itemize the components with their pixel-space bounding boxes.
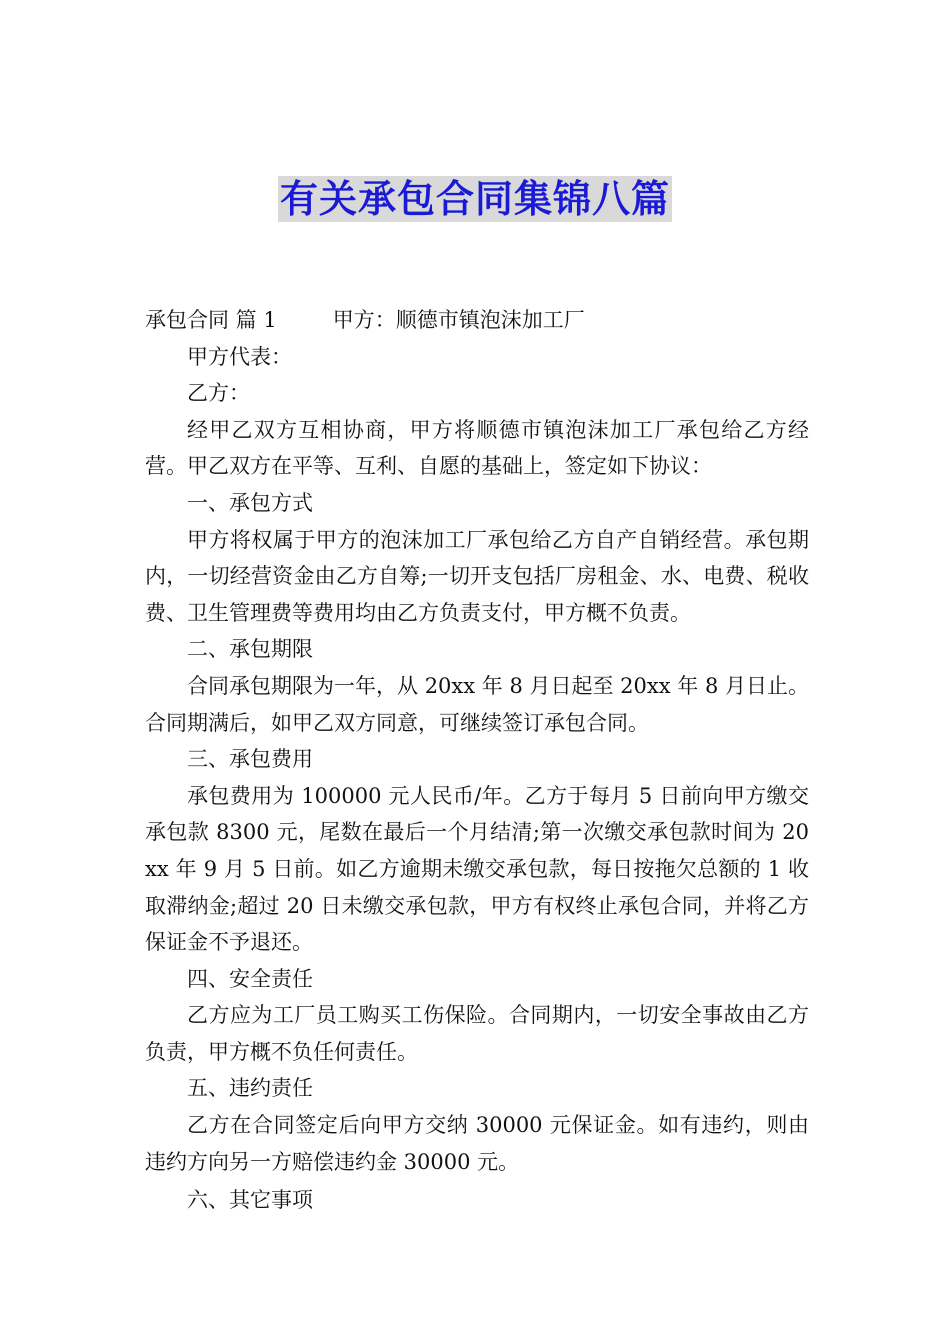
header-line: [145, 302, 809, 339]
section-heading-4: 四、安全责任: [187, 966, 313, 991]
section-heading-2: 二、承包期限: [187, 637, 313, 662]
section-body-5: 乙方在合同签定后向甲方交纳 30000 元保证金。如有违约，则由违约方向另一方赔偿违约金 30000 元。: [145, 1113, 809, 1174]
title-container: [0, 176, 950, 222]
section-body-1: 甲方将权属于甲方的泡沫加工厂承包给乙方自产自销经营。承包期内，一切经营资金由乙方自筹;一切开支包括厂房租金、水、电费、税收费、卫生管理费等费用均由乙方负责支付，甲方概不负责。: [145, 527, 809, 625]
section-body-3: 承包费用为 100000 元人民币/年。乙方于每月 5 日前向甲方缴交承包款 8300 元，尾数在最后一个月结清;第一次缴交承包款时间为 20xx 年 9 月 5 日前。如乙方逾期未缴交承包款，每日按拖欠总额的 1 收取滞纳金;超过 20 日未缴交承包款，甲方有权终止承包合同，并将乙方保证金不予退还。: [145, 783, 809, 955]
section-body-2: 合同承包期限为一年，从 20xx 年 8 月日起至 20xx 年 8 月日止。合同期满后，如甲乙双方同意，可继续签订承包合同。: [145, 673, 809, 735]
section-heading-3: 三、承包费用: [187, 747, 313, 772]
article-label: 承包合同 篇 1: [145, 308, 277, 332]
document-title: 有关承包合同集锦八篇: [279, 177, 670, 221]
document-body: [145, 302, 809, 1219]
section-body-4: 乙方应为工厂员工购买工伤保险。合同期内，一切安全事故由乙方负责，甲方概不负任何责任。: [145, 1003, 809, 1064]
intro-paragraph: 经甲乙双方互相协商，甲方将顺德市镇泡沫加工厂承包给乙方经营。甲乙双方在平等、互利、自愿的基础上，签定如下协议：: [145, 417, 809, 479]
section-heading-6: 六、其它事项: [187, 1188, 313, 1213]
party-a-representative: 甲方代表：: [187, 344, 292, 369]
section-heading-5: 五、违约责任: [187, 1076, 313, 1101]
section-heading-1: 一、承包方式: [187, 490, 313, 515]
party-a-line: 甲方：顺德市镇泡沫加工厂: [332, 308, 585, 332]
party-b: 乙方：: [187, 381, 250, 406]
